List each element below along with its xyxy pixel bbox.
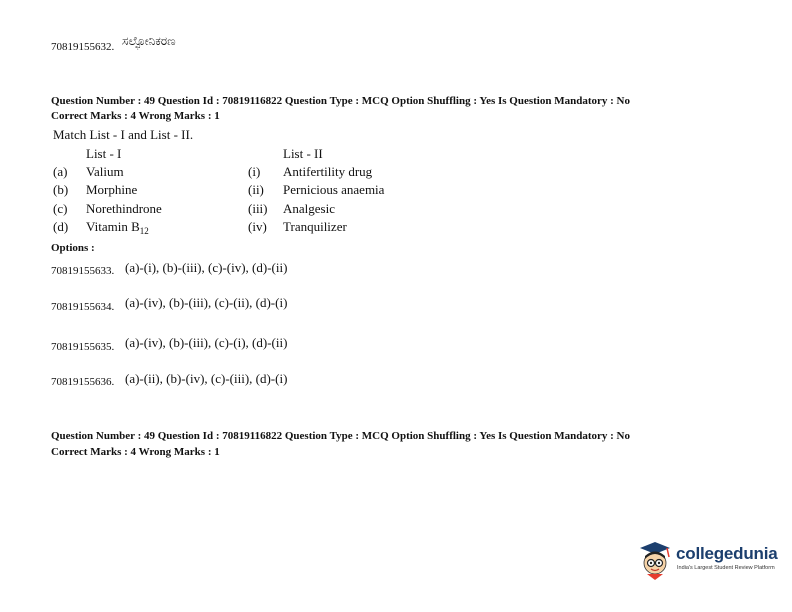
prev-option-id: 70819155632.	[51, 41, 115, 53]
collegedunia-logo	[636, 539, 776, 583]
list2-item: Pernicious anaemia	[283, 182, 385, 197]
option-text: (a)-(iv), (b)-(iii), (c)-(ii), (d)-(i)	[125, 295, 288, 310]
option-id: 70819155633.	[51, 265, 115, 277]
list1-item: Morphine	[86, 182, 138, 197]
vitamin-subscript: 12	[139, 226, 149, 236]
list2-mark: (i)	[248, 164, 261, 179]
list1-item: Valium	[86, 164, 124, 179]
next-question-header-line1: Question Number : 49 Question Id : 70819116822 Question Type : MCQ Option Shuffling : Yes Is Question Mandatory : No	[51, 430, 630, 442]
list2-title: List - II	[283, 146, 323, 161]
question-header-line2: Correct Marks : 4 Wrong Marks : 1	[51, 110, 220, 122]
list2-item: Tranquilizer	[283, 219, 347, 234]
list2-item: Analgesic	[283, 201, 335, 216]
list1-item: Norethindrone	[86, 201, 162, 216]
list2-mark: (iv)	[248, 219, 267, 234]
options-label: Options :	[51, 242, 95, 254]
option-id: 70819155635.	[51, 341, 115, 353]
list2-mark: (ii)	[248, 182, 264, 197]
prev-option-text: ಸಲ್ಫೋನಿಕರಣ	[122, 34, 176, 48]
list1-item	[86, 219, 149, 236]
list1-mark: (a)	[53, 164, 68, 179]
list2-mark: (iii)	[248, 201, 268, 216]
option-id: 70819155634.	[51, 301, 115, 313]
vitamin-name: Vitamin B	[86, 219, 140, 234]
option-id: 70819155636.	[51, 376, 115, 388]
question-header-line1: Question Number : 49 Question Id : 70819116822 Question Type : MCQ Option Shuffling : Yes Is Question Mandatory : No	[51, 95, 630, 107]
student-mascot-icon	[636, 539, 674, 581]
list1-mark: (b)	[53, 182, 69, 197]
option-text: (a)-(ii), (b)-(iv), (c)-(iii), (d)-(i)	[125, 371, 288, 386]
option-text: (a)-(iv), (b)-(iii), (c)-(i), (d)-(ii)	[125, 335, 288, 350]
question-prompt: Match List - I and List - II.	[53, 127, 194, 142]
next-question-header-line2: Correct Marks : 4 Wrong Marks : 1	[51, 446, 220, 458]
logo-wordmark: collegedunia	[676, 544, 778, 563]
list2-item: Antifertility drug	[283, 164, 373, 179]
list1-mark: (c)	[53, 201, 68, 216]
list1-title: List - I	[86, 146, 122, 161]
list1-mark: (d)	[53, 219, 69, 234]
logo-tagline: India's Largest Student Review Platform	[677, 565, 775, 571]
option-text: (a)-(i), (b)-(iii), (c)-(iv), (d)-(ii)	[125, 260, 288, 275]
